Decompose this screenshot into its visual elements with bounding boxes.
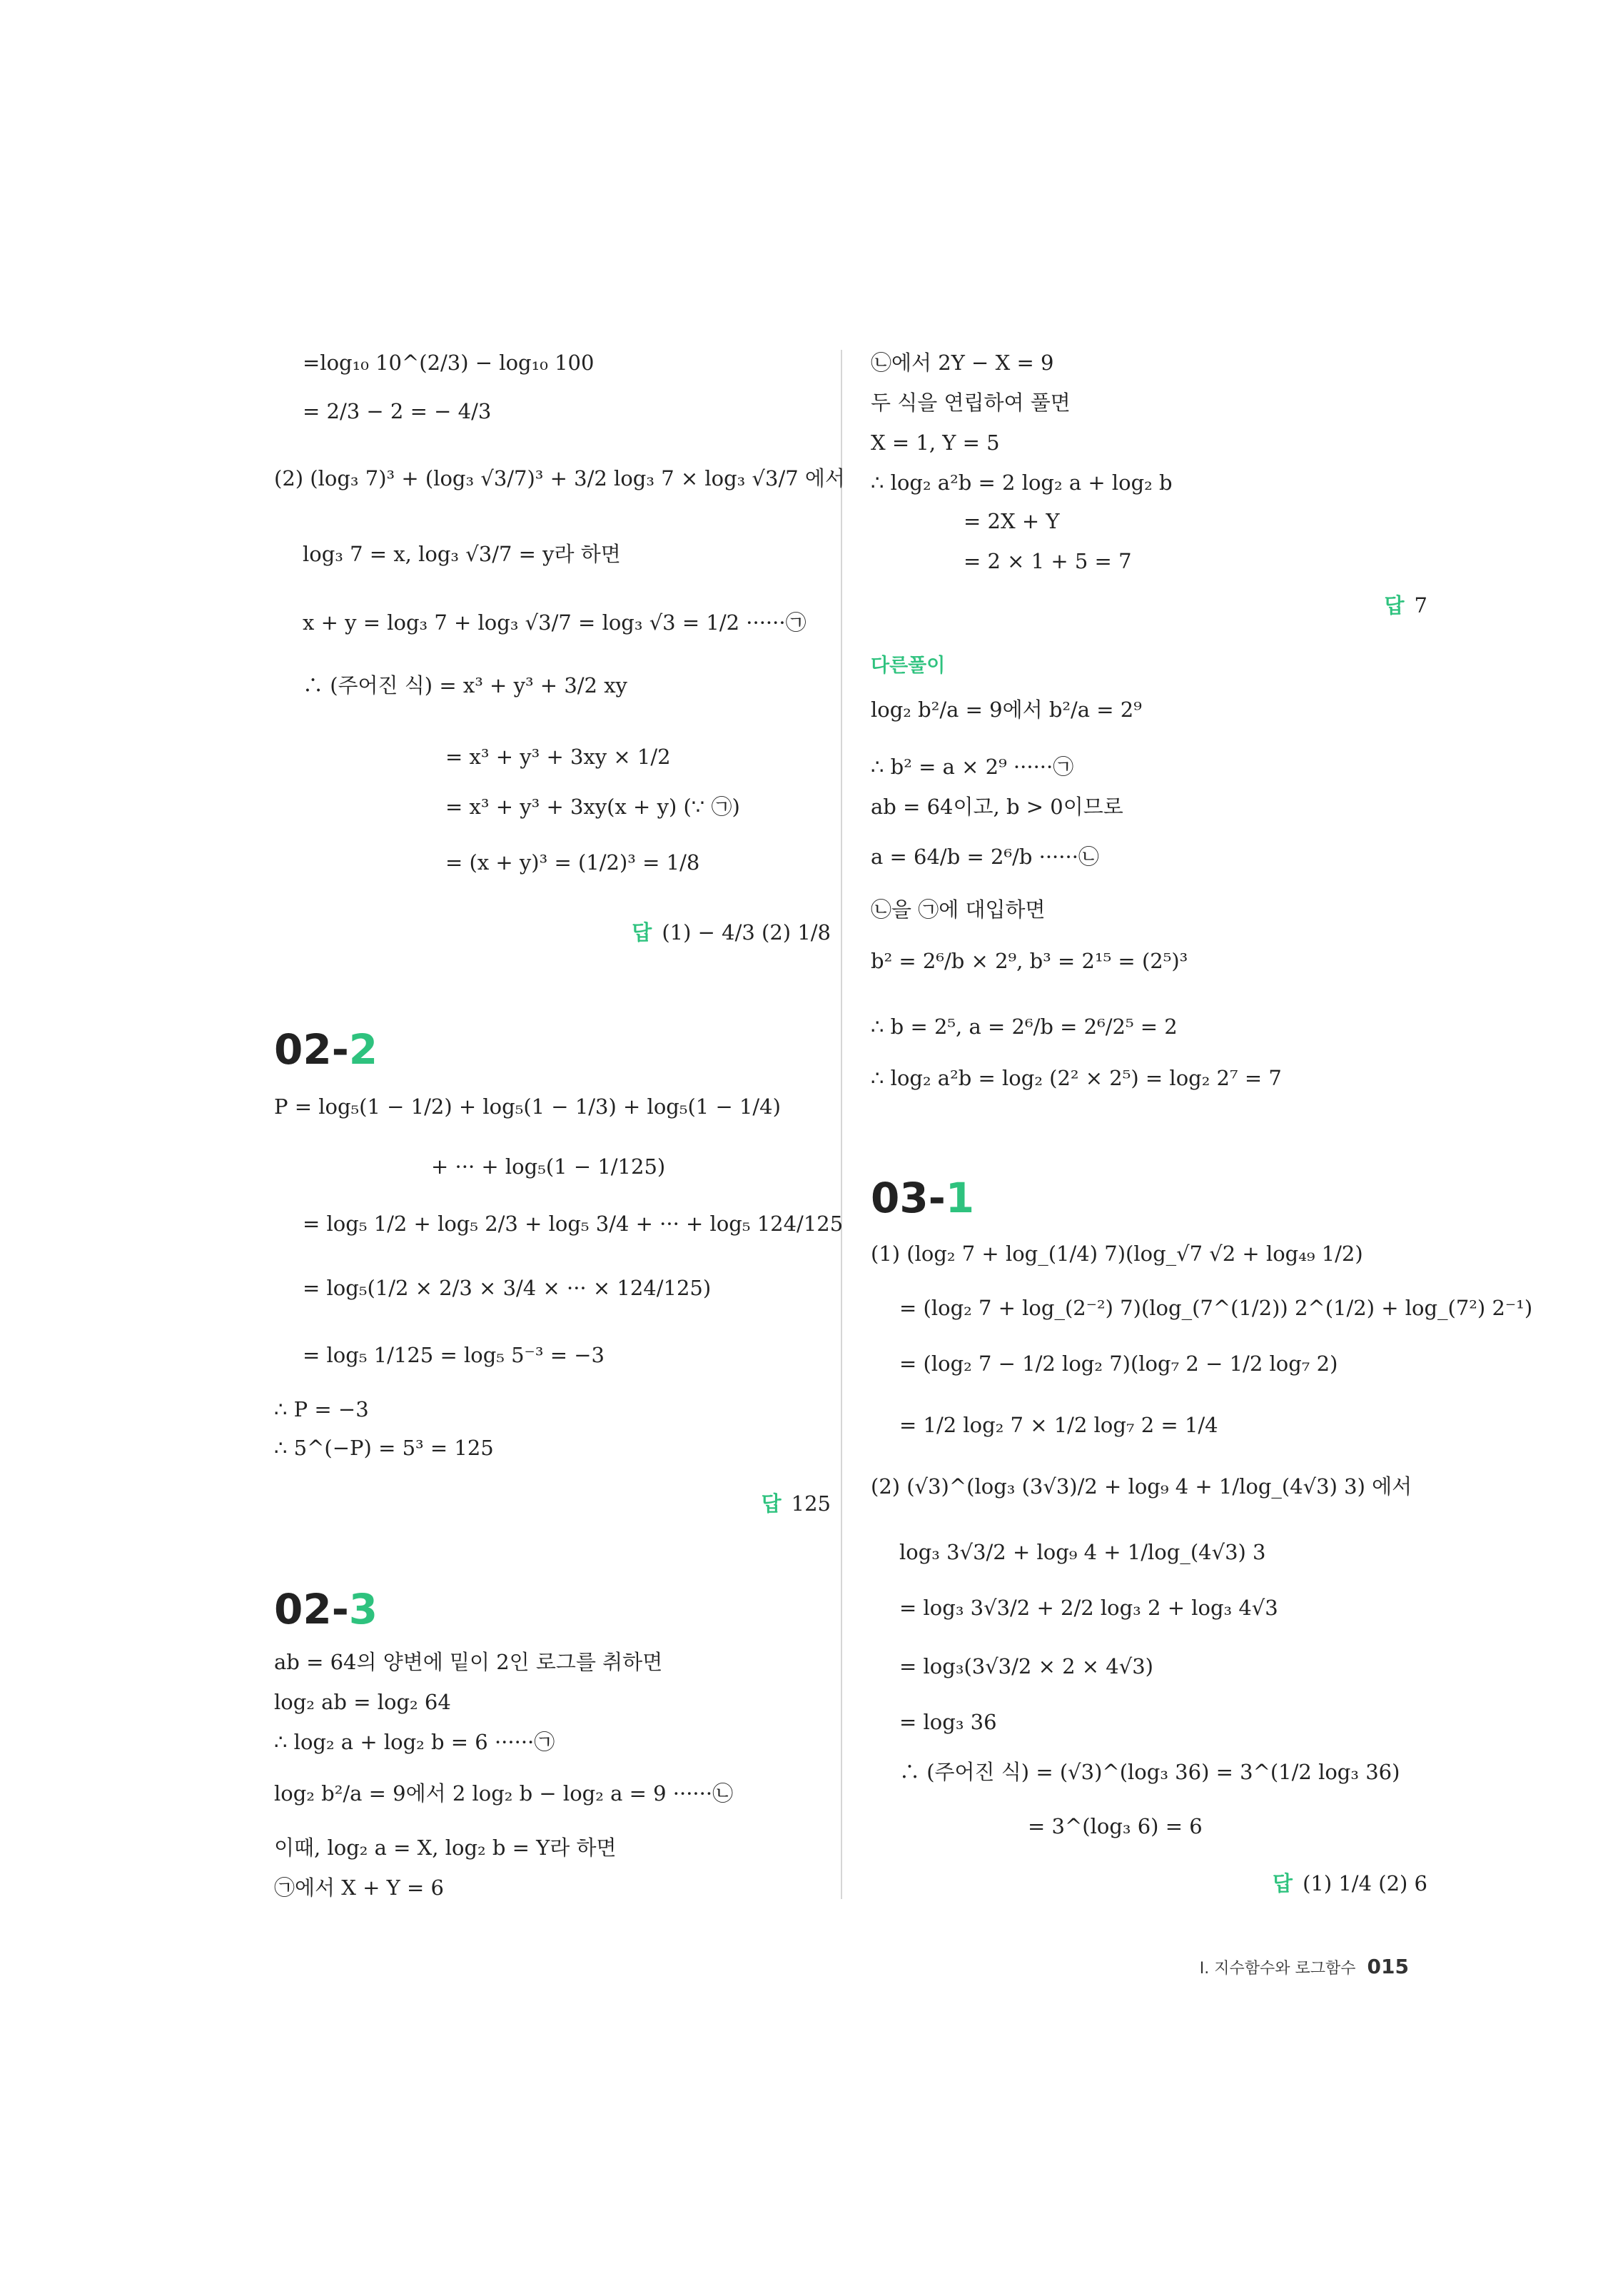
math-line: ∴ (주어진 식) = x³ + y³ + 3/2 xy [303, 673, 627, 698]
alternative-solution-label: 다른풀이 [871, 655, 946, 677]
math-line: ∴ b = 2⁵, a = 2⁶/b = 2⁶/2⁵ = 2 [871, 1014, 1178, 1039]
section-sub: 3 [348, 1585, 378, 1633]
math-line: = log₃(3√3/2 × 2 × 4√3) [899, 1654, 1153, 1678]
section-heading-02-2: 02-2 [274, 1025, 378, 1074]
answer-line [1385, 590, 1427, 619]
math-line: ∴ log₂ a²b = 2 log₂ a + log₂ b [871, 470, 1173, 495]
math-line: a = 64/b = 2⁶/b ······㉡ [871, 845, 1099, 869]
math-line: P = log₅(1 − 1/2) + log₅(1 − 1/3) + log₅(1 − 1/4) [274, 1094, 781, 1119]
answer-line [762, 1488, 831, 1517]
math-line: = log₅ 1/125 = log₅ 5⁻³ = −3 [303, 1343, 605, 1367]
section-number: 02 [274, 1025, 332, 1074]
answer-label: 답 [761, 1491, 782, 1516]
math-line: x + y = log₃ 7 + log₃ √3/7 = log₃ √3 = 1/2 ······㉠ [303, 610, 807, 635]
math-line: = 1/2 log₂ 7 × 1/2 log₇ 2 = 1/4 [899, 1413, 1218, 1437]
section-number: 02 [274, 1585, 332, 1633]
answer-value: 7 [1414, 593, 1427, 618]
math-line: + ··· + log₅(1 − 1/125) [431, 1154, 666, 1179]
math-line: log₂ b²/a = 9에서 b²/a = 2⁹ [871, 698, 1142, 722]
page-number: 015 [1367, 1955, 1409, 1978]
section-number: 03 [871, 1174, 929, 1222]
math-line: log₂ b²/a = 9에서 2 log₂ b − log₂ a = 9 ······㉡ [274, 1781, 734, 1806]
answer-value: 125 [791, 1491, 831, 1516]
math-line: = (log₂ 7 − 1/2 log₂ 7)(log₇ 2 − 1/2 log₇ 2) [899, 1351, 1338, 1376]
math-line: = (x + y)³ = (1/2)³ = 1/8 [445, 850, 700, 875]
answer-line [1273, 1868, 1427, 1897]
page-footer [1200, 1955, 1409, 1978]
math-line: = log₅ 1/2 + log₅ 2/3 + log₅ 3/4 + ··· + log₅ 124/125 [303, 1212, 844, 1236]
math-line: b² = 2⁶/b × 2⁹, b³ = 2¹⁵ = (2⁵)³ [871, 949, 1188, 973]
math-line: log₃ 7 = x, log₃ √3/7 = y라 하면 [303, 542, 621, 566]
math-line: ∴ 5^(−P) = 5³ = 125 [274, 1436, 494, 1460]
math-line: = log₃ 3√3/2 + 2/2 log₃ 2 + log₃ 4√3 [899, 1596, 1278, 1620]
math-line: log₂ ab = log₂ 64 [274, 1690, 451, 1714]
math-line: ㉠에서 X + Y = 6 [274, 1875, 444, 1900]
answer-value: (1) 1/4 (2) 6 [1303, 1871, 1427, 1895]
answer-label: 답 [1384, 593, 1405, 618]
math-line: ∴ b² = a × 2⁹ ······㉠ [871, 755, 1074, 779]
answer-value: (1) − 4/3 (2) 1/8 [662, 920, 831, 945]
math-line: 이때, log₂ a = X, log₂ b = Y라 하면 [274, 1836, 617, 1860]
section-heading-02-3: 02-3 [274, 1585, 378, 1633]
math-line: (1) (log₂ 7 + log_(1/4) 7)(log_√7 √2 + log₄₉ 1/2) [871, 1242, 1363, 1266]
answer-label: 답 [632, 920, 652, 945]
math-line: ∴ log₂ a²b = log₂ (2² × 2⁵) = log₂ 2⁷ = 7 [871, 1066, 1282, 1090]
answer-line [632, 917, 831, 946]
math-line: = 2 × 1 + 5 = 7 [964, 549, 1132, 573]
chapter-title: I. 지수함수와 로그함수 [1199, 1960, 1356, 1978]
math-line: ∴ P = −3 [274, 1397, 369, 1421]
math-line: = 2/3 − 2 = − 4/3 [303, 399, 492, 423]
math-line: = 2X + Y [964, 509, 1060, 533]
math-line: ab = 64이고, b > 0이므로 [871, 795, 1123, 819]
math-line: X = 1, Y = 5 [871, 430, 1000, 455]
math-line: ∴ (주어진 식) = (√3)^(log₃ 36) = 3^(1/2 log₃ 36) [899, 1760, 1400, 1784]
math-line: (2) (log₃ 7)³ + (log₃ √3/7)³ + 3/2 log₃ 7 × log₃ √3/7 에서 [274, 466, 845, 490]
math-line: 두 식을 연립하여 풀면 [871, 391, 1071, 415]
math-line: =log₁₀ 10^(2/3) − log₁₀ 100 [303, 351, 595, 375]
column-divider [841, 350, 842, 1899]
math-line: = 3^(log₃ 6) = 6 [1028, 1814, 1203, 1838]
math-line: log₃ 3√3/2 + log₉ 4 + 1/log_(4√3) 3 [899, 1540, 1266, 1564]
section-heading-03-1: 03-1 [871, 1174, 975, 1222]
math-line: ∴ log₂ a + log₂ b = 6 ······㉠ [274, 1730, 555, 1754]
math-line: = x³ + y³ + 3xy × 1/2 [445, 745, 671, 769]
math-line: ab = 64의 양변에 밑이 2인 로그를 취하면 [274, 1650, 663, 1674]
math-line: = log₅(1/2 × 2/3 × 3/4 × ··· × 124/125) [303, 1276, 712, 1300]
math-line: = x³ + y³ + 3xy(x + y) (∵ ㉠) [445, 795, 740, 819]
math-line: = log₃ 36 [899, 1710, 997, 1734]
section-sub: 1 [945, 1174, 975, 1222]
math-line: (2) (√3)^(log₃ (3√3)/2 + log₉ 4 + 1/log_(4√3) 3) 에서 [871, 1474, 1412, 1499]
answer-label: 답 [1273, 1871, 1293, 1895]
math-line: ㉡에서 2Y − X = 9 [871, 351, 1054, 375]
math-line: = (log₂ 7 + log_(2⁻²) 7)(log_(7^(1/2)) 2^(1/2) + log_(7²) 2⁻¹) [899, 1296, 1533, 1320]
section-sub: 2 [348, 1025, 378, 1074]
math-line: ㉡을 ㉠에 대입하면 [871, 897, 1046, 922]
